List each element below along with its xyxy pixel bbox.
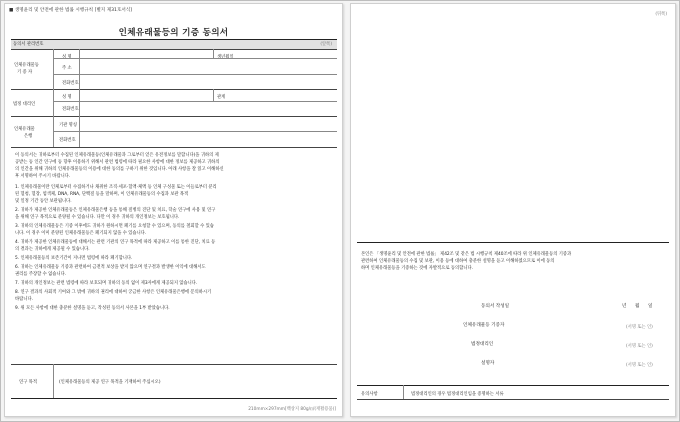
statement-line: 관련하여 인체유래물등의 수집 및 보관, 이용 등에 대하여 충분한 설명을 듣고 이해하였으므로 이에 동의	[361, 259, 555, 264]
rep-name-label: 성 명	[62, 95, 72, 100]
date-unit-year: 년	[622, 304, 627, 309]
consent-item: 7. 귀하의 개인정보는 관련 법령에 따라 보호되며 귀하의 동의 없이 제3자에게 제공되지 않습니다.	[15, 281, 198, 286]
consent-item: 1. 인체유래물이란 인체로부터 수집하거나 채취한 조직·세포·혈액·체액 등 인체 구성물 또는 이들로부터 분리	[15, 185, 217, 190]
back-page-label: (뒤쪽)	[655, 12, 667, 17]
donor-label-line2: 기 증 자	[17, 70, 33, 75]
intro-line: 후 서명하여 주시기 바랍니다.	[15, 174, 71, 179]
date-unit-day: 일	[648, 304, 653, 309]
signer-label-rep: 법정대리인	[471, 342, 494, 347]
consent-item: 된 혈청, 혈장, 염색체, DNA, RNA, 단백질 등을 말하며, 이 인체유래물등의 수집과 보관 목적	[15, 192, 189, 197]
consent-form-back-page	[350, 3, 676, 417]
donor-phone-label: 전화번호	[62, 81, 79, 86]
signer-sign-rep: (서명 또는 인)	[626, 344, 653, 349]
front-page-label: (앞쪽)	[320, 42, 332, 47]
signer-sign-donor: (서명 또는 인)	[626, 325, 653, 330]
consent-item: 4. 귀하가 제공한 인체유래물등에 대해서는 관련 기관의 연구 목적에 따라 제공하고 이를 통한 진단, 치료 등	[15, 240, 216, 245]
bank-label-line1: 인체유래물	[14, 127, 35, 132]
intro-line: 공받는 등 인간 연구에 등 향후 이용하기 위해서 관련 법령에 따라 필요한 사항에 대한 정보를 제공하고 귀하의	[15, 160, 220, 165]
consent-item: 을 위해 연구 목적으로 분양될 수 있습니다. 다만 이 경우 귀하의 개인정보는 보호됩니다.	[15, 215, 180, 220]
consent-item: 2. 귀하가 제공한 인체유래물등은 인체유래물은행 등을 통해 질병의 진단 및 치료, 학술 연구에 사용 및 연구	[15, 208, 216, 213]
consent-item: 의 결과는 귀하에게 제공될 수 있습니다.	[15, 247, 90, 252]
form-header-note: ■ 생명윤리 및 안전에 관한 법률 시행규칙 [별지 제31호서식]	[9, 8, 133, 13]
consent-item: 5. 인체유래물등의 보존기간이 지나면 법령에 따라 폐기합니다.	[15, 256, 133, 261]
signer-label-donor: 인체유래물등 기증자	[463, 323, 505, 328]
notice-text: 법정대리인의 경우 법정대리인임을 증명하는 서류	[411, 392, 504, 397]
consent-item: 권리를 주장할 수 없습니다.	[15, 272, 67, 277]
bank-phone-label: 전화번호	[59, 138, 76, 143]
signer-sign-explainer: (서명 또는 인)	[626, 363, 653, 368]
donor-birth-label: 생년월일	[217, 55, 234, 60]
rep-label: 법정 대리인	[13, 102, 36, 107]
request-number-label: 동의서 관리번호	[13, 42, 44, 47]
signer-label-explainer: 설명자	[481, 361, 495, 366]
paper-size-footer: 210mm×297mm[백상지 80g/㎡(재활용품)]	[248, 407, 336, 412]
statement-line: 본인은 「생명윤리 및 안전에 관한 법률」 제42조 및 같은 법 시행규칙 제40조에 따라 위 인체유래물등의 기증과	[361, 252, 572, 257]
consent-item: 및 일정 기간 동안 보관됩니다.	[15, 199, 72, 204]
donor-label-line1: 인체유래물등	[14, 63, 39, 68]
research-purpose-label: 연구 목적	[19, 380, 37, 385]
bank-org-label: 기관 명칭	[59, 123, 77, 128]
consent-item: 니다. 이 경우 이미 분양된 인체유래물등은 폐기되지 않을 수 있습니다.	[15, 231, 147, 236]
consent-item: 9. 위 모든 사항에 대한 충분한 설명을 듣고, 작성된 동의서 사본을 1부 받았습니다.	[15, 306, 170, 311]
research-purpose-note: (인체유래물등의 제공 연구 목적을 기재하여 주십시오)	[59, 380, 161, 385]
donor-name-label: 성 명	[62, 55, 72, 60]
bank-label-line2: 은행	[24, 134, 33, 139]
consent-item: 8. 연구 결과의 사회적 기여와 그 밖에 귀하의 권리에 대하여 궁금한 사항은 인체유래물은행에 문의하시기	[15, 290, 212, 295]
date-label: 동의서 작성일	[481, 304, 510, 309]
notice-label: 유의사항	[361, 392, 378, 397]
intro-line: 이 동의서는 귀하로부터 수집된 인체유래물등(인체유래물과 그로부터 얻은 유전정보를 말합니다)을 귀하의 제	[15, 153, 219, 158]
consent-item: 6. 귀하는 인체유래물등 기증과 관련하여 금전적 보상을 받지 않으며 연구결과 발생한 이익에 대해서도	[15, 265, 206, 270]
date-unit-month: 월	[635, 304, 640, 309]
statement-line: 하며 인체유래물등을 기증하는 것에 자발적으로 동의합니다.	[361, 266, 473, 271]
donor-address-label: 주 소	[62, 66, 72, 71]
consent-form-front-page	[4, 3, 343, 417]
consent-item: 바랍니다.	[15, 297, 33, 302]
consent-item: 3. 귀하의 인체유래물등은 기증 이후에도 귀하가 원하시면 폐기를 요청할 수 있으며, 동의를 철회할 수 있습	[15, 224, 214, 229]
rep-phone-label: 전화번호	[62, 107, 79, 112]
rep-relation-label: 관계	[217, 95, 226, 100]
form-title: 인체유래물등의 기증 동의서	[118, 28, 229, 38]
intro-line: 의 인간을 위해 귀하의 인체유래물등의 이용에 대한 동의를 구하기 위한 것입니다. 아래 사항을 잘 읽고 이해하신	[15, 167, 224, 172]
